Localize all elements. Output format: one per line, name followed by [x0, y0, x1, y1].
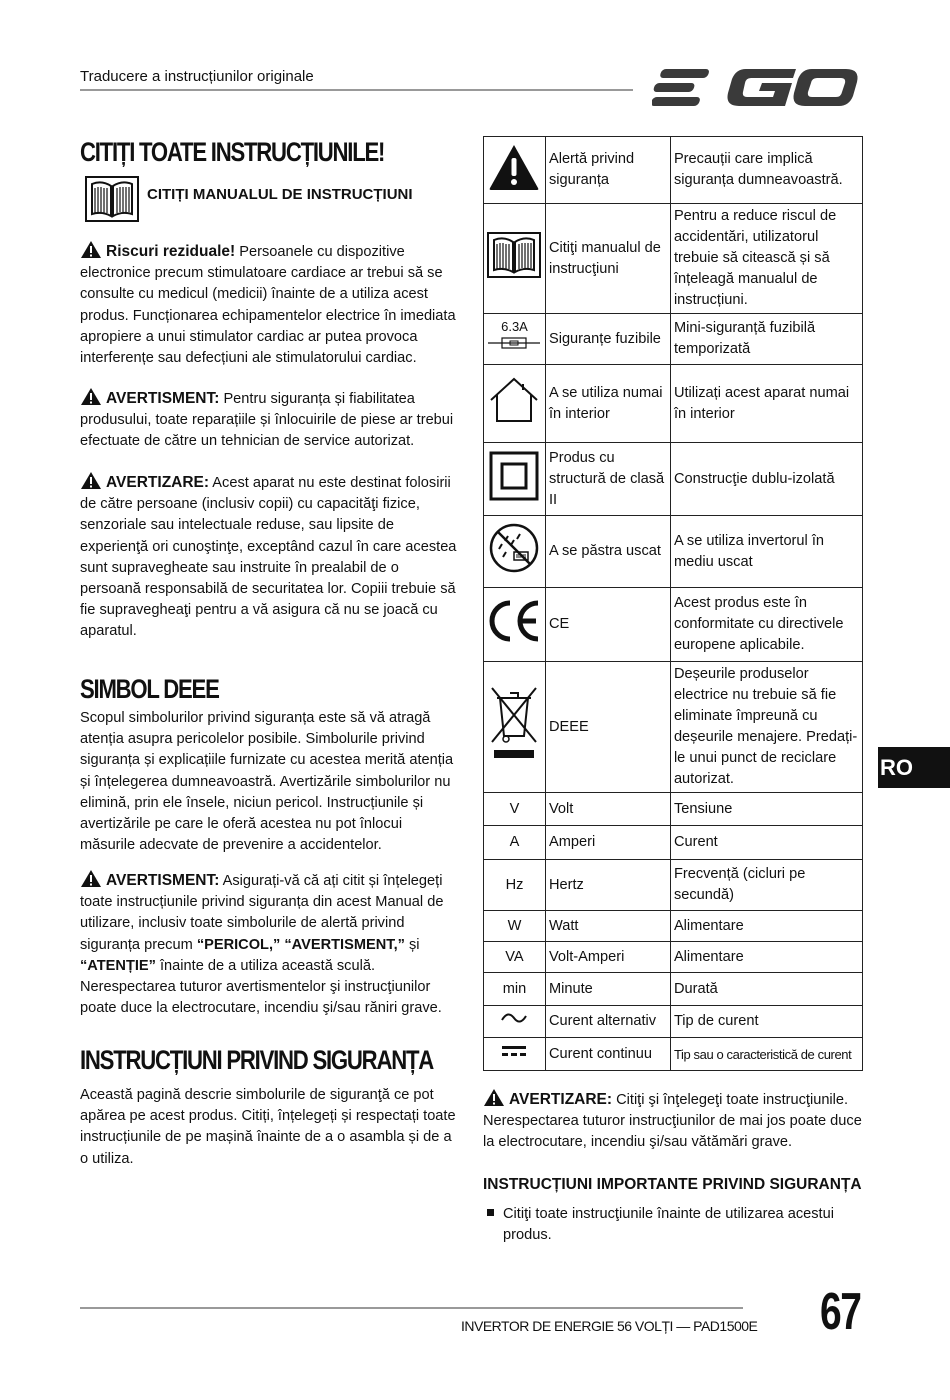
symbol-name: Siguranțe fuzibile	[545, 314, 670, 365]
keep-dry-icon	[488, 522, 540, 574]
heading-safety-instructions: INSTRUCȚIUNI PRIVIND SIGURANȚA	[80, 1045, 434, 1075]
symbol-name: Volt-Amperi	[545, 942, 670, 973]
symbol-name: Curent alternativ	[545, 1006, 670, 1038]
symbol-cell	[484, 314, 546, 365]
table-row	[484, 973, 863, 1006]
symbol-description: Alimentare	[670, 942, 862, 973]
dc-icon	[499, 1044, 529, 1058]
ego-logo	[652, 63, 862, 113]
symbol-cell: Hz	[484, 860, 546, 911]
heading-weee-symbol: SIMBOL DEEE	[80, 674, 219, 704]
warning-text: Acest aparat nu este destinat folosirii de către persoane (inclusiv copii) cu capacităţi fizice, senzoriale sau intelectuale reduse, sau lipsite de experienţă ori cunoştinţe, exceptând cazul în care acestea sunt supravegheate sau instruite în prealabil de o persoană responsabilă de securitatea lor. Copiii trebuie să fie supravegheaţi pentru a vă asigura că nu se joacă cu aparatul.	[80, 475, 457, 640]
symbol-description: Mini-siguranță fuzibilă temporizată	[670, 314, 862, 365]
symbol-name: CE	[545, 588, 670, 662]
symbol-description: Deșeurile produselor electrice nu trebuie să fie eliminate împreună cu deșeurile menajere. Predați-le unui punct de reciclare autorizat.	[670, 662, 862, 793]
symbol-name: DEEE	[545, 662, 670, 793]
table-row	[484, 204, 863, 314]
signal-words: “PERICOL,” “AVERTISMENT,”	[196, 936, 405, 953]
symbol-name: Produs cu structură de clasă II	[545, 443, 670, 516]
symbol-cell	[484, 588, 546, 662]
table-row	[484, 1038, 863, 1071]
symbol-name: Watt	[545, 911, 670, 942]
symbol-name: Hertz	[545, 860, 670, 911]
warning-children-paragraph	[80, 471, 460, 643]
page-number: 67	[820, 1283, 861, 1341]
heading-important-safety: INSTRUCȚIUNI IMPORTANTE PRIVIND SIGURANȚA	[483, 1176, 862, 1193]
table-row	[484, 1006, 863, 1038]
warning-triangle-icon	[483, 1088, 505, 1107]
symbol-cell	[484, 1038, 546, 1071]
warning-read-understand-paragraph	[483, 1088, 868, 1154]
symbol-cell	[484, 443, 546, 516]
footer-divider	[80, 1307, 743, 1309]
table-row	[484, 860, 863, 911]
symbol-cell	[484, 662, 546, 793]
symbol-name: A se păstra uscat	[545, 516, 670, 588]
header-divider	[80, 89, 633, 91]
symbol-description: A se utiliza invertorul în mediu uscat	[670, 516, 862, 588]
warning-triangle-icon	[80, 869, 102, 888]
residual-text: Persoanele cu dispozitive electronice precum stimulatoare cardiace ar trebui să se consulte cu medicul (medicii) înainte de a utiliza acest produs. Funcționarea echipamentelor electrice în imediata apropiere a unui stimulator cardiac ar putea provoca interferențe sau defecțiuni ale stimulatorului cardiac.	[80, 244, 456, 367]
warning-lead: AVERTIZARE:	[106, 474, 210, 491]
read-manual-icon	[487, 232, 541, 278]
table-row	[484, 314, 863, 365]
read-manual-label: CITIȚI MANUALUL DE INSTRUCȚIUNI	[147, 186, 413, 203]
weee-paragraph: Scopul simbolurilor privind siguranța este să vă atragă atenția asupra pericolelor posibile. Simbolurile privind siguranța și explicațiile furnizate cu acestea merită atenția și înțelegerea dumneavoastră. Avertizările simbolurilor nu elimină, prin ele însele, niciun pericol. Instrucțiunile și avertizările pe care le oferă acestea nu pot înlocui măsurile adecvate de prevenire a accidentelor.	[80, 710, 454, 854]
symbol-description: Acest produs este în conformitate cu directivele europene aplicabile.	[670, 588, 862, 662]
residual-risk-paragraph	[80, 240, 460, 369]
symbol-name: Citiţi manualul de instrucţiuni	[545, 204, 670, 314]
table-row	[484, 365, 863, 443]
warning-lead: AVERTISMENT:	[106, 390, 220, 407]
safety-symbols-table	[483, 136, 863, 1071]
fuse-icon	[486, 334, 542, 352]
symbol-cell: A	[484, 826, 546, 860]
symbol-name: Volt	[545, 793, 670, 826]
bullet-icon	[487, 1209, 494, 1216]
symbol-name: Amperi	[545, 826, 670, 860]
warning-text: Citiţi şi înţelegeţi toate instrucţiunile. Nerespectarea tuturor instrucţiunilor de mai jos poate duce la electrocutare, incendiu şi/sau vătămări grave.	[483, 1092, 862, 1151]
fuse-rating: 6.3A	[501, 318, 528, 334]
heading-read-instructions: CITIȚI TOATE INSTRUCȚIUNILE!	[80, 137, 385, 167]
warning-triangle-icon	[80, 387, 102, 406]
symbol-description: Tip sau o caracteristică de curent	[670, 1038, 862, 1071]
warning-triangle-icon	[80, 240, 102, 259]
symbol-cell	[484, 137, 546, 204]
table-row	[484, 137, 863, 204]
symbol-description: Durată	[670, 973, 862, 1006]
symbol-description: Tensiune	[670, 793, 862, 826]
symbol-cell: W	[484, 911, 546, 942]
house-icon	[487, 376, 541, 424]
symbol-cell	[484, 204, 546, 314]
table-row	[484, 662, 863, 793]
warning-triangle-icon	[80, 471, 102, 490]
list-item	[487, 1204, 868, 1246]
read-manual-icon	[85, 176, 139, 222]
warning-lead: AVERTIZARE:	[509, 1091, 613, 1108]
ac-icon	[499, 1010, 529, 1026]
symbol-cell	[484, 1006, 546, 1038]
symbol-cell: min	[484, 973, 546, 1006]
symbol-description: Construcţie dublu-izolată	[670, 443, 862, 516]
symbol-description: Precauții care implică siguranța dumneavoastră.	[670, 137, 862, 204]
footer-product: INVERTOR DE ENERGIE 56 VOLȚI — PAD1500E	[461, 1318, 758, 1334]
symbol-description: Pentru a reduce riscul de accidentări, utilizatorul trebuie să citească și să înțeleagă manualul de instrucțiuni.	[670, 204, 862, 314]
table-row	[484, 793, 863, 826]
warning-text: și	[404, 936, 420, 953]
table-row	[484, 588, 863, 662]
table-row	[484, 826, 863, 860]
symbol-description: Frecvență (cicluri pe secundă)	[670, 860, 862, 911]
table-row	[484, 443, 863, 516]
signal-word-caution: “ATENȚIE”	[80, 957, 156, 974]
residual-lead: Riscuri reziduale!	[106, 243, 236, 260]
symbol-description: Tip de curent	[670, 1006, 862, 1038]
table-row	[484, 911, 863, 942]
symbol-name: A se utiliza numai în interior	[545, 365, 670, 443]
symbol-cell	[484, 365, 546, 443]
language-tab: RO	[878, 747, 950, 788]
warning-read-all-paragraph	[80, 869, 460, 1019]
symbol-cell: VA	[484, 942, 546, 973]
ce-mark-icon	[486, 599, 542, 643]
safety-paragraph: Această pagină descrie simbolurile de siguranţă ce pot apărea pe acest produs. Citiți, înțelegeți și respectați toate instrucțiunile de pe mașină înainte de a o asambla și de a o utiliza.	[80, 1087, 456, 1167]
symbol-name: Curent continuu	[545, 1038, 670, 1071]
weee-bin-icon	[486, 684, 542, 764]
header-title: Traducere a instrucțiunilor originale	[80, 68, 314, 85]
warning-text: Asigurați-vă că ați citit și înțelegeți toate instrucțiunile privind siguranța din acest Manual de utilizare, inclusiv toate simbolurile de alertă privind siguranța precum	[80, 873, 444, 953]
table-row	[484, 942, 863, 973]
symbol-description: Utilizați acest aparat numai în interior	[670, 365, 862, 443]
warning-triangle-icon	[487, 142, 541, 192]
symbol-cell: V	[484, 793, 546, 826]
table-row	[484, 516, 863, 588]
list-item-text: Citiţi toate instrucţiunile înainte de utilizarea acestui produs.	[503, 1206, 834, 1244]
warning-lead: AVERTISMENT:	[106, 872, 220, 889]
class-ii-icon	[489, 451, 539, 501]
symbol-description: Curent	[670, 826, 862, 860]
symbol-name: Minute	[545, 973, 670, 1006]
warning-text: înainte de a utiliza această sculă. Nerespectarea tuturor avertismentelor şi instrucţiunilor poate duce la electrocutare, incendiu şi/sau răniri grave.	[80, 957, 442, 1017]
symbol-name: Alertă privind siguranța	[545, 137, 670, 204]
warning-service-paragraph	[80, 387, 460, 453]
symbol-description: Alimentare	[670, 911, 862, 942]
warning-text: Pentru siguranța și fiabilitatea produsului, toate reparațiile și înlocuirile de piese ar trebui efectuate de către un tehnician de service autorizat.	[80, 391, 454, 450]
symbol-cell	[484, 516, 546, 588]
